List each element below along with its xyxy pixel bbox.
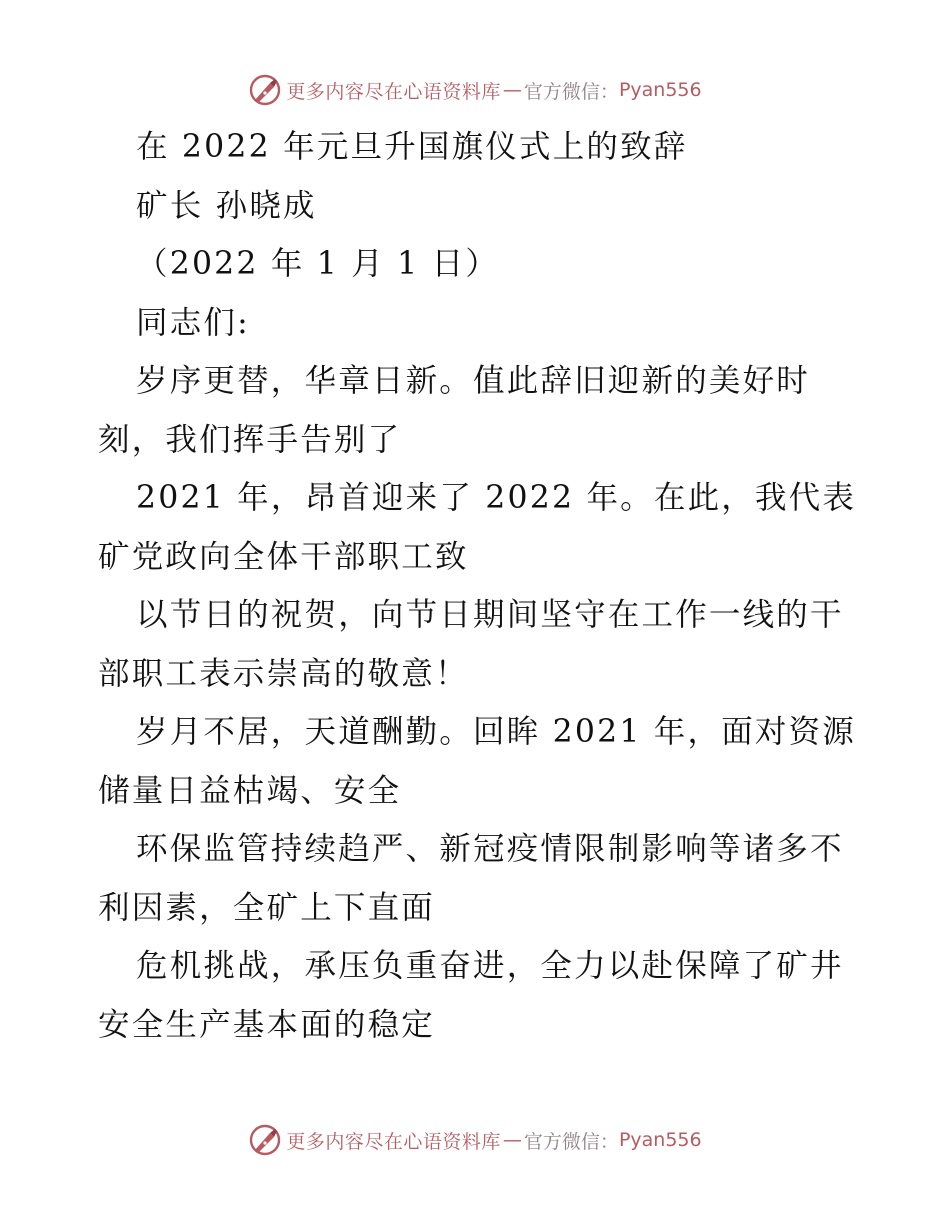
footer-watermark-banner [0,1120,950,1160]
paragraph [98,586,858,703]
paragraph-line: 以节日的祝贺，向节日期间坚守在工作一线的干 [136,597,844,633]
paragraph-line: 矿党政向全体干部职工致 [98,538,469,575]
paragraph-line: 2021 年，昂首迎来了 2022 年。在此，我代表 [136,480,857,516]
paragraph [98,703,858,820]
paragraph-line: 危机挑战，承压负重奋进，全力以赴保障了矿井 [136,948,844,984]
wechat-label: 官方微信： [523,1130,619,1153]
paragraph-line: 部职工表示崇高的敬意！ [98,655,469,692]
doc-greeting: 同志们: [136,304,250,341]
banner-separator: — [502,1129,522,1151]
paragraph [98,352,858,469]
wechat-id: Pyan556 [618,1129,702,1151]
paragraph-line: 刻，我们挥手告别了 [98,421,402,458]
paragraph-line: 安全生产基本面的稳定 [98,1006,436,1043]
paragraph [98,937,858,1054]
paragraph-line: 岁序更替，华章日新。值此辞旧迎新的美好时 [136,363,811,399]
wechat-label: 官方微信： [523,80,619,103]
document-body [98,118,858,1054]
pen-nib-logo-icon [248,73,282,107]
pen-nib-logo-icon [248,1123,282,1157]
header-watermark-banner [0,70,950,110]
paragraph [98,469,858,586]
doc-title: 在 2022 年元旦升国旗仪式上的致辞 [136,129,688,165]
banner-separator: — [502,79,522,101]
paragraph-line: 环保监管持续趋严、新冠疫情限制影响等诸多不 [136,831,844,867]
paragraph-line: 岁月不居，天道酬勤。回眸 2021 年，面对资源 [136,714,856,750]
paragraph-line: 储量日益枯竭、安全 [98,772,402,809]
paragraph [98,820,858,937]
site-name: 更多内容尽在心语资料库 [286,1130,501,1153]
paragraph-line: 利因素，全矿上下直面 [98,889,436,926]
doc-date: （2022 年 1 月 1 日） [136,246,500,282]
site-name: 更多内容尽在心语资料库 [286,80,501,103]
wechat-id: Pyan556 [618,79,702,101]
doc-author: 矿长 孙晓成 [136,187,317,224]
